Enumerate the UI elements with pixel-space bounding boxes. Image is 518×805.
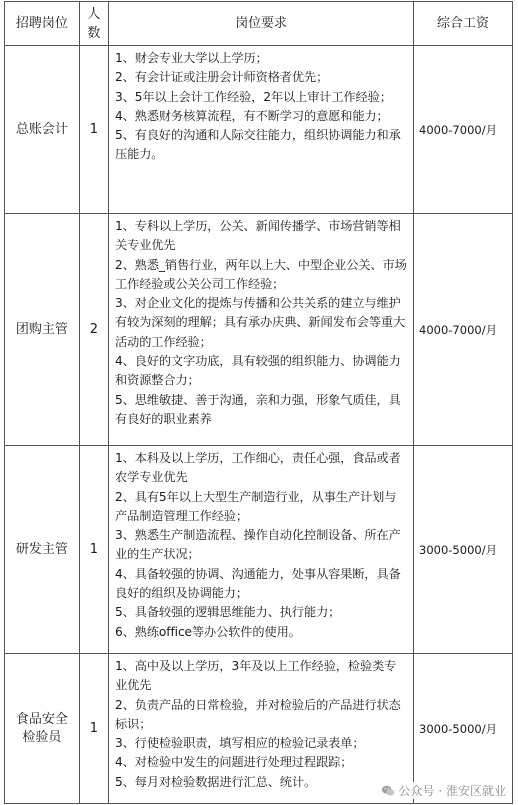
recruitment-table [4,1,513,804]
requirements-cell [109,446,414,654]
table-row [5,446,513,654]
salary-cell: 3000-5000/月 [414,654,513,804]
position-cell: 食品安全检验员 [5,654,80,804]
requirement-item: 4、具备较强的协调、沟通能力，处事从容果断，具备良好的组织及协调能力； [115,566,401,601]
requirement-item: 1、高中及以上学历，3年及以上工作经验，检验类专业优先 [115,659,397,693]
requirement-item: 4、熟悉财务核算流程，有不断学习的意愿和能力； [115,108,389,123]
salary-cell: 3000-5000/月 [414,446,513,654]
requirement-item: 4、良好的文字功底，具有较强的组织能力、协调能力和资源整合力； [115,354,401,388]
salary-cell: 4000-7000/月 [414,214,513,446]
requirement-item: 2、熟悉_销售行业，两年以上大、中型企业公关、市场工作经验或公关公司工作经验； [115,257,407,291]
header-count: 人 数 [79,2,108,46]
header-position: 招聘岗位 [5,2,80,46]
requirement-item: 5、具备较强的逻辑思维能力、执行能力； [115,605,341,620]
table-row [5,214,513,446]
header-requirements: 岗位要求 [109,2,414,46]
requirement-item: 1、财会专业大学以上学历； [115,51,268,65]
requirement-item: 2、有会计证或注册会计师资格者优先； [115,70,329,85]
watermark [379,782,508,799]
watermark-text: 公众号 · 淮安区就业 [398,784,506,798]
table-row [5,654,513,804]
requirement-item: 4、对检验中发生的问题进行处理过程跟踪； [115,755,353,770]
requirements-cell [109,214,414,446]
requirement-item: 5、有良好的沟通和人际交往能力，组织协调能力和承压能力。 [115,128,401,162]
salary-cell: 4000-7000/月 [414,46,513,214]
requirement-item: 6、熟练office等办公软件的使用。 [115,624,301,639]
header-salary: 综合工资 [414,2,513,46]
table-row [5,46,513,214]
wechat-icon [381,784,395,798]
requirement-item: 3、5年以上会计工作经验，2年以上审计工作经验； [115,89,392,104]
position-cell: 研发主管 [5,446,80,654]
position-cell: 团购主管 [5,214,80,446]
count-cell: 1 [79,654,108,804]
requirement-item: 1、本科及以上学历，工作细心，责任心强，食品或者农学专业优先 [115,451,401,485]
requirement-item: 5、思维敏捷、善于沟通，亲和力强，形象气质佳，具有良好的职业素养 [115,392,401,426]
position-cell: 总账会计 [5,46,80,214]
requirement-item: 5、每月对检验数据进行汇总、统计。 [115,774,317,789]
requirement-item: 3、行使检验职责，填写相应的检验记录表单； [115,736,365,751]
requirement-item: 2、具有5年以上大型生产制造行业，从事生产计划与产品制造管理工作经验； [115,489,397,523]
requirement-item: 2、负责产品的日常检验，并对检验后的产品进行状态标识； [115,697,401,731]
count-cell: 1 [79,46,108,214]
requirements-cell [109,46,414,214]
requirements-cell [109,654,414,804]
requirement-item: 3、熟悉生产制造流程、操作自动化控制设备、所在产业的生产状况； [115,528,401,562]
count-cell: 1 [79,446,108,654]
count-cell: 2 [79,214,108,446]
requirement-item: 3、对企业文化的提炼与传播和公共关系的建立与维护有较为深刻的理解；具有承办庆典、新闻发布会等重大活动的工作经验； [115,296,406,349]
requirement-item: 1、专科以上学历，公关、新闻传播学、市场营销等相关专业优先 [115,219,401,253]
